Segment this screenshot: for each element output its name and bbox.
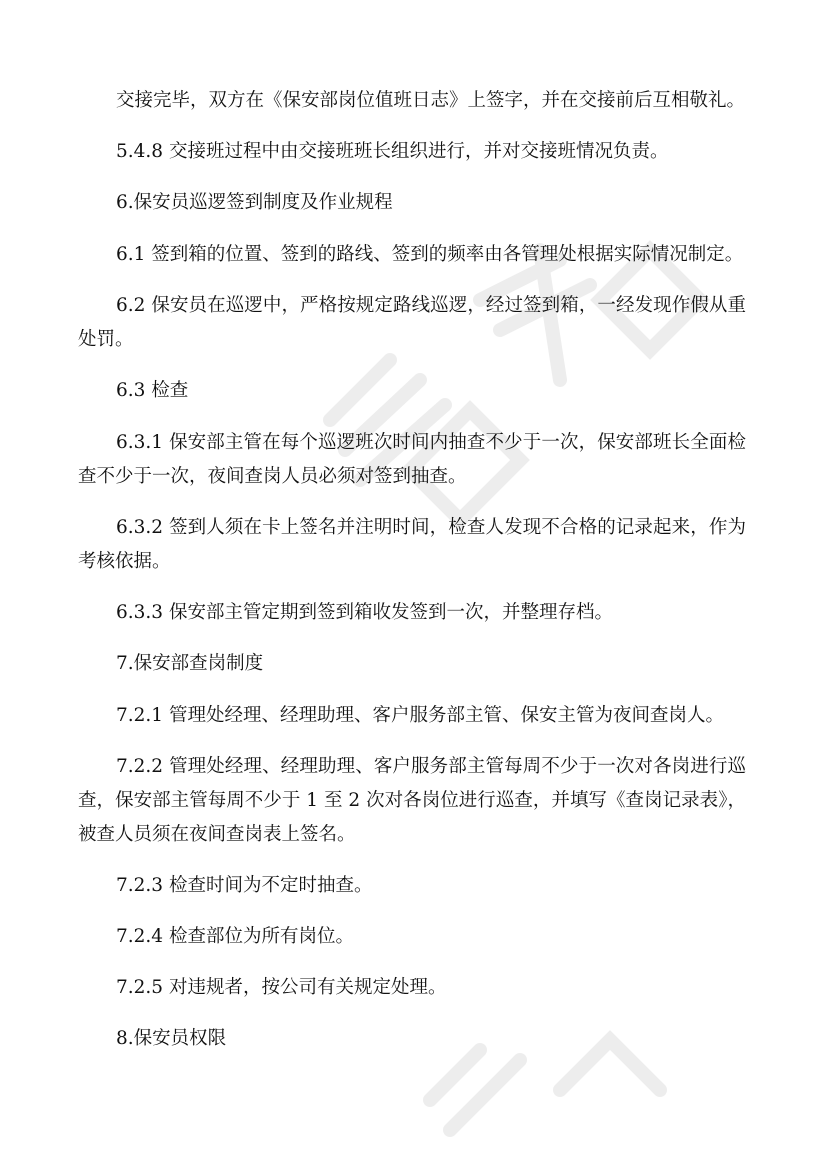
paragraph-6-2: 6.2 保安员在巡逻中，严格按规定路线巡逻，经过签到箱，一经发现作假从重处罚。 [78,295,746,350]
section-heading-8: 8.保安员权限 [116,1028,227,1049]
section-heading-6-3: 6.3 检查 [116,380,189,401]
paragraph-5-4-8: 5.4.8 交接班过程中由交接班班长组织进行，并对交接班情况负责。 [116,141,669,162]
paragraph-handover-sign: 交接完毕，双方在《保安部岗位值班日志》上签字，并在交接前后互相敬礼。 [116,90,746,111]
paragraph-6-3-3: 6.3.3 保安部主管定期到签到箱收发签到一次，并整理存档。 [116,602,613,623]
paragraph-7-2-1: 7.2.1 管理处经理、经理助理、客户服务部主管、保安主管为夜间查岗人。 [116,705,724,726]
section-heading-7: 7.保安部查岗制度 [116,653,264,674]
paragraph-6-1: 6.1 签到箱的位置、签到的路线、签到的频率由各管理处根据实际情况制定。 [116,244,744,265]
paragraph-7-2-3: 7.2.3 检查时间为不定时抽查。 [116,875,373,896]
paragraph-7-2-2: 7.2.2 管理处经理、经理助理、客户服务部主管每周不少于一次对各岗进行巡查，保安部主管每周不少于 1 至 2 次对各岗位进行巡查，并填写《查岗记录表》，被查人员须在夜间查岗表上签名。 [78,756,746,845]
paragraph-7-2-5: 7.2.5 对违规者，按公司有关规定处理。 [116,977,447,998]
document-page [78,84,746,1074]
paragraph-6-3-2: 6.3.2 签到人须在卡上签名并注明时间，检查人发现不合格的记录起来，作为考核依据。 [78,517,746,572]
paragraph-6-3-1: 6.3.1 保安部主管在每个巡逻班次时间内抽查不少于一次，保安部班长全面检查不少于一次，夜间查岗人员必须对签到抽查。 [78,432,746,487]
section-heading-6: 6.保安员巡逻签到制度及作业规程 [116,192,393,213]
paragraph-7-2-4: 7.2.4 检查部位为所有岗位。 [116,926,354,947]
